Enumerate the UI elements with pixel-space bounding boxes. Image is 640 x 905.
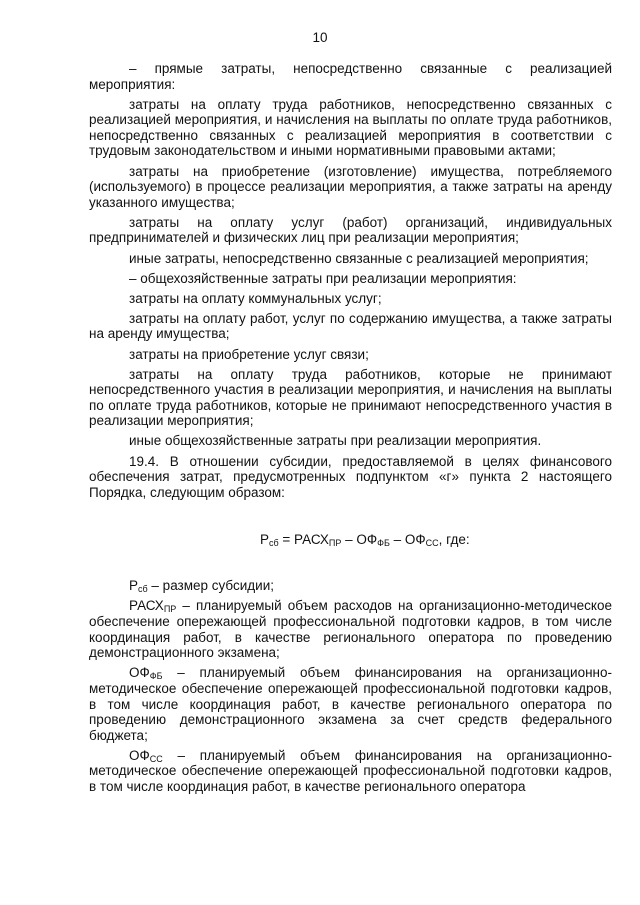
definition-text: – планируемый объем финансирования на организационно-методическое обеспечение опережающей профессиональной подготовки кадров, в том числе координация работ, в качестве регионального оператора по проведению демонстрационного экзамена за счет средств федерального бюджета; [89, 665, 612, 743]
definition [89, 578, 612, 594]
paragraph: затраты на оплату услуг (работ) организаций, индивидуальных предпринимателей и физических лиц при реализации мероприятия; [89, 214, 612, 246]
formula-p: Р [260, 532, 270, 548]
paragraph: 19.4. В отношении субсидии, предоставляемой в целях финансового обеспечения затрат, предусмотренных подпунктом «г» пункта 2 настоящего Порядка, следующим образом: [89, 453, 612, 500]
page-number: 10 [312, 30, 328, 45]
document-body [89, 61, 612, 799]
definition-sub: СС [149, 753, 163, 764]
definition-sub: сб [138, 584, 148, 595]
formula [89, 532, 612, 548]
paragraph: затраты на оплату работ, услуг по содержанию имущества, а также затраты на аренду имущества; [89, 310, 612, 342]
definition-symbol: ОФ [129, 747, 150, 763]
definition-sub: ФБ [149, 671, 163, 682]
definition-symbol: ОФ [129, 665, 150, 681]
definition-text: – размер субсидии; [147, 578, 275, 594]
definition-text: – планируемый объем финансирования на организационно-методическое обеспечение опережающей профессиональной подготовки кадров, в том числе координация работ, в качестве регионального оператора [89, 747, 612, 794]
definition-symbol: РАСХ [129, 598, 164, 614]
definition-sub: ПР [163, 604, 177, 615]
paragraph: иные затраты, непосредственно связанные с реализацией мероприятия; [129, 250, 589, 266]
formula-part: , где: [438, 532, 470, 548]
formula-sub: ПР [328, 538, 342, 549]
paragraph: затраты на оплату труда работников, которые не принимают непосредственного участия в реализации мероприятия, и начисления на выплаты по оплате труда работников, которые не принимают непосредственного участия в реализации мероприятия; [89, 366, 612, 429]
formula-part: = РАСХ [278, 532, 329, 548]
definition-symbol: Р [129, 578, 139, 594]
paragraph: – общехозяйственные затраты при реализации мероприятия: [129, 270, 517, 286]
paragraph: затраты на оплату труда работников, непосредственно связанных с реализацией мероприятия, и начисления на выплаты по оплате труда работников, непосредственно связанных с реализацией мероприятия в соответствии с трудовым законодательством и иными нормативными правовыми актами; [89, 96, 612, 159]
definition [89, 665, 612, 743]
paragraph: затраты на приобретение (изготовление) имущества, потребляемого (используемого) в процессе реализации мероприятия, а также затраты на аренду указанного имущества; [89, 163, 612, 210]
formula-part: – ОФ [341, 532, 378, 548]
paragraph: иные общехозяйственные затраты при реализации мероприятия. [129, 433, 542, 449]
formula-sub: СС [425, 538, 439, 549]
definition [89, 748, 612, 795]
definition [89, 598, 612, 660]
paragraph: – прямые затраты, непосредственно связанные с реализацией мероприятия: [89, 61, 612, 92]
formula-part: – ОФ [389, 532, 426, 548]
definition-text: – планируемый объем расходов на организационно-методическое обеспечение опережающей профессиональной подготовки кадров, в том числе координация работ, в качестве регионального оператора по проведению демонстрационного экзамена; [89, 598, 612, 661]
formula-sub: сб [269, 538, 279, 549]
paragraph: затраты на оплату коммунальных услуг; [129, 290, 382, 306]
paragraph: затраты на приобретение услуг связи; [129, 346, 369, 362]
formula-sub: ФБ [377, 538, 390, 549]
